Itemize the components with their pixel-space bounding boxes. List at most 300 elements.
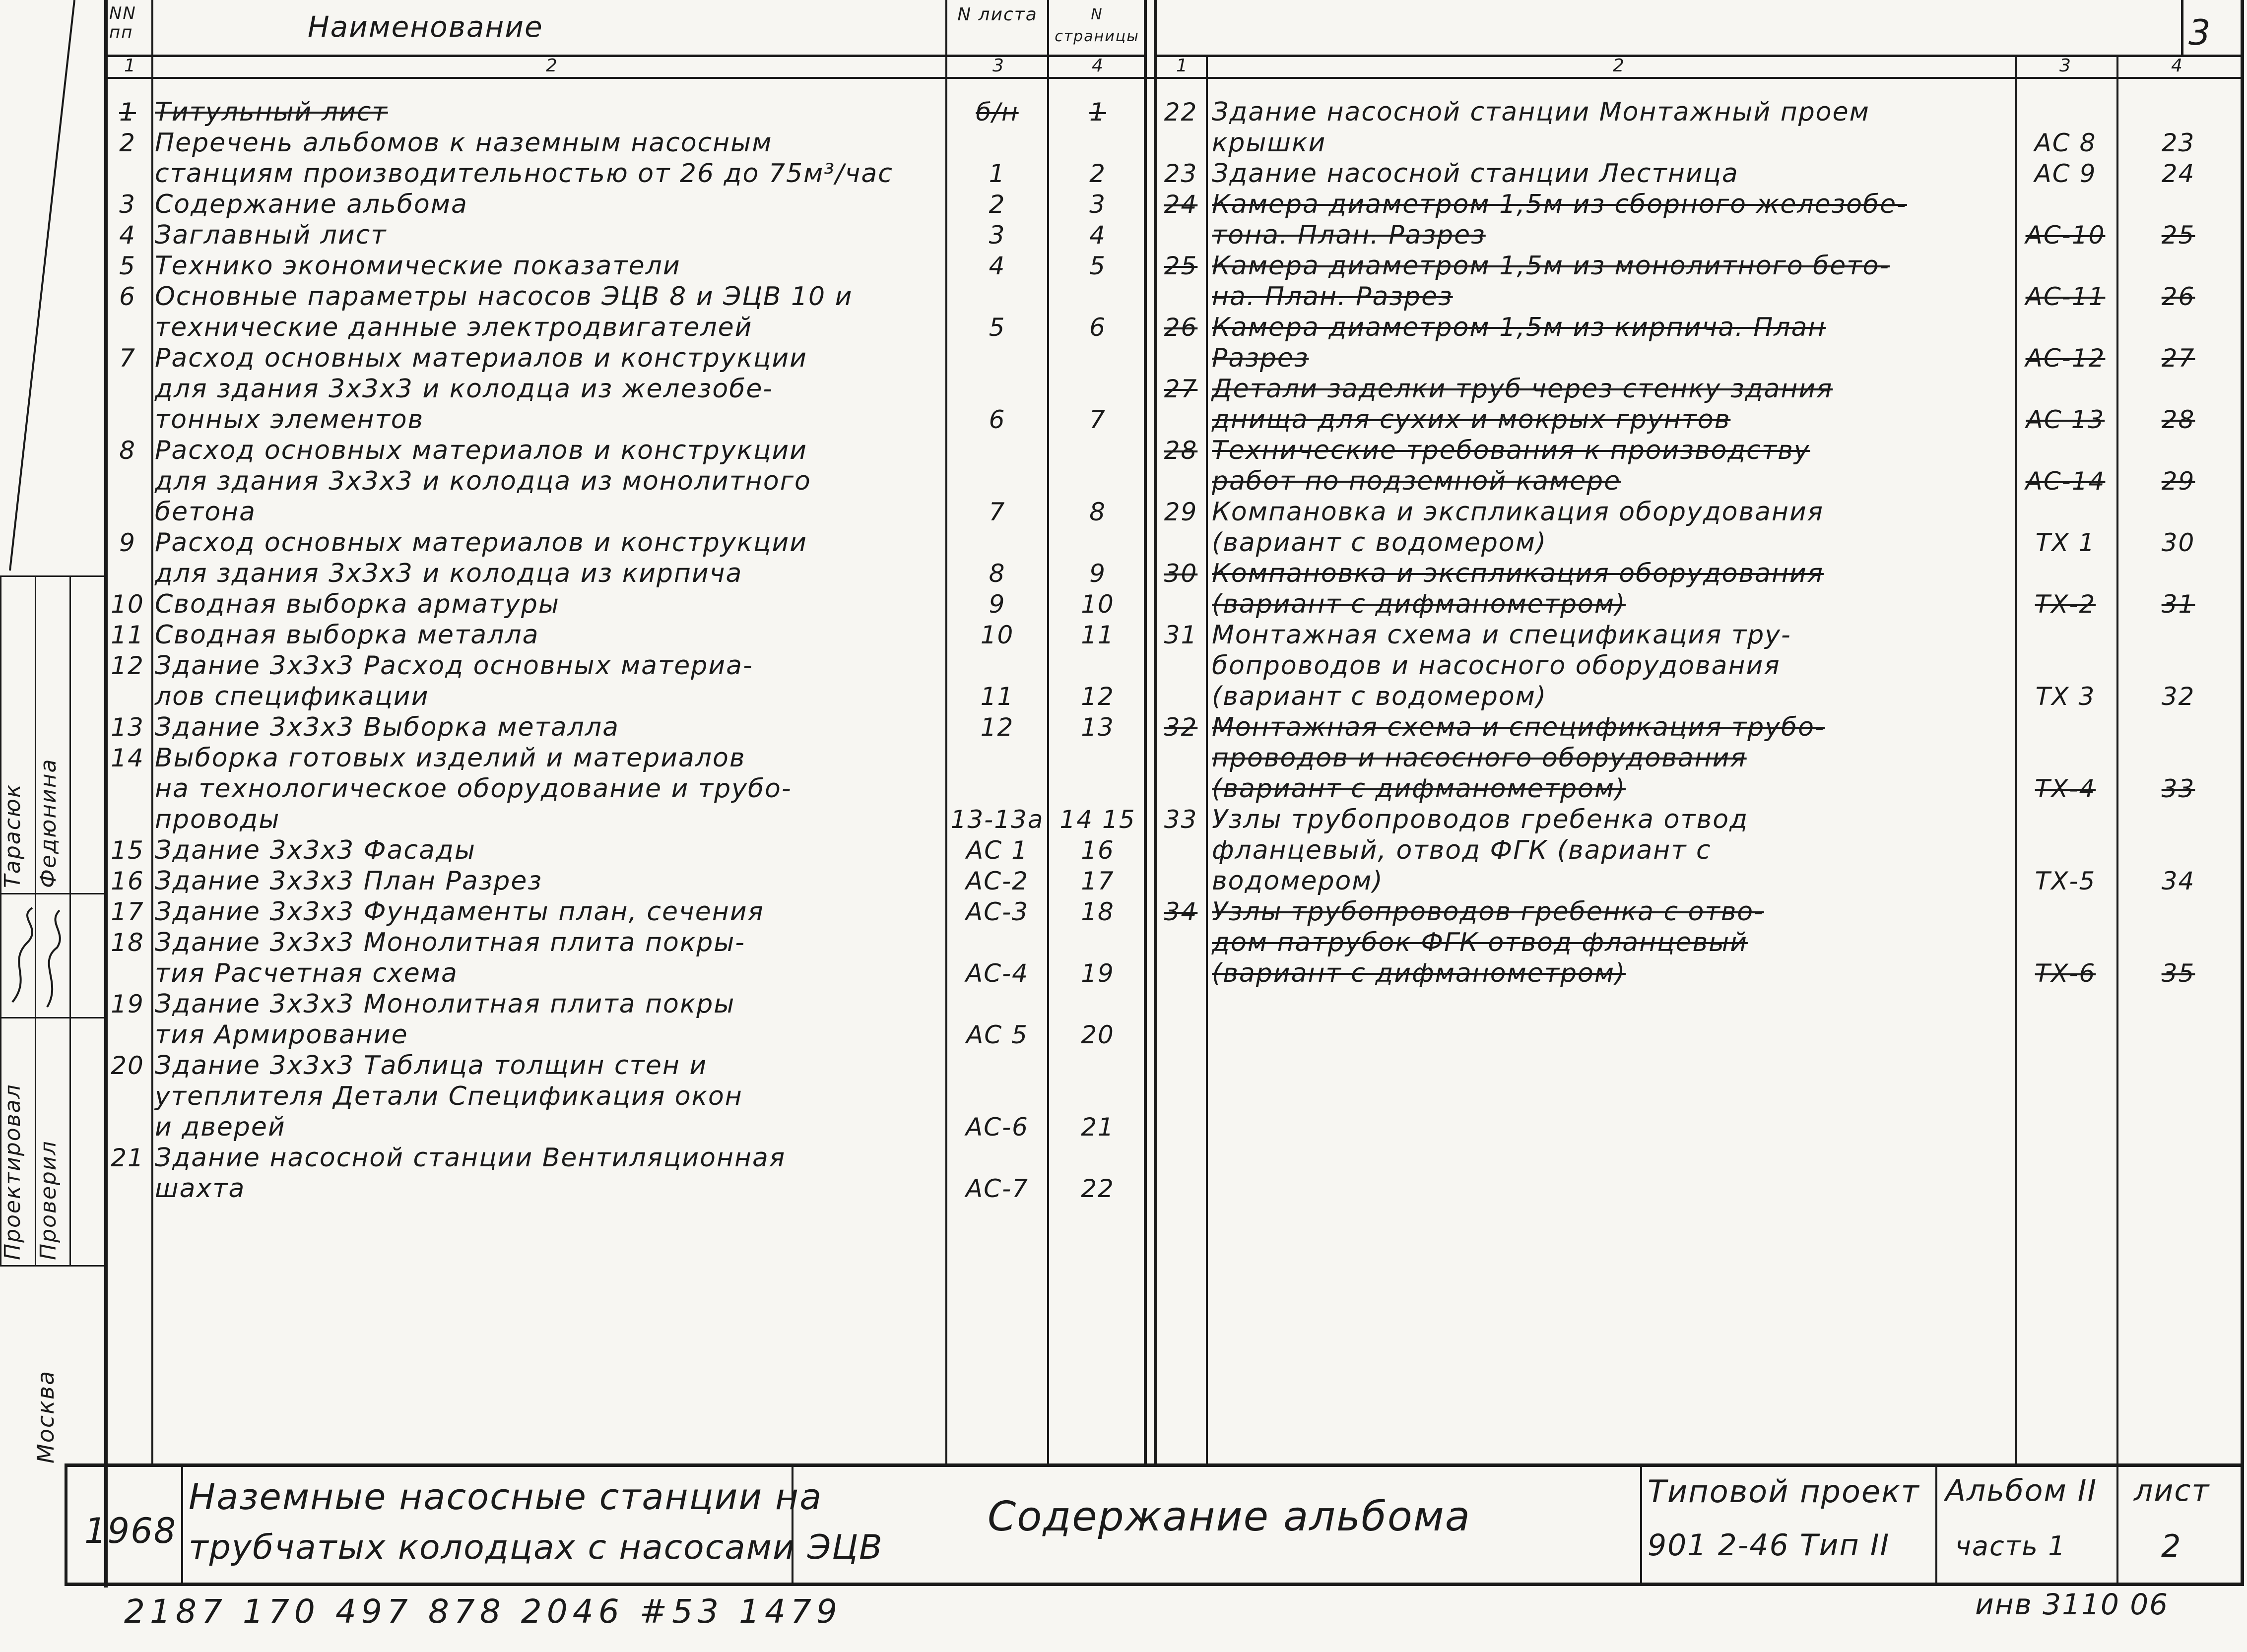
table-row [1157,681,2242,712]
table-row [105,1050,1145,1081]
row-page: 5 [1089,252,1106,280]
row-page [2117,896,2239,927]
table-row [105,97,1145,127]
row-sheet: АС-7 [966,1174,1029,1203]
table-row [105,404,1145,435]
row-title: на. План. Разрез [1212,282,1453,312]
row-number: 22 [1164,98,1198,127]
row-number: 13 [111,713,144,742]
row-sheet: АС-10 [2025,221,2106,250]
row-sheet [949,374,1046,404]
row-title: Здание 3х3х3 Выборка металла [155,712,619,742]
table-row [105,220,1145,251]
row-number [1157,404,1204,435]
row-page: 1 [1089,98,1106,127]
row-sheet: б/н [976,98,1019,127]
row-page: 33 [2161,774,2195,803]
table-row [1157,620,2242,650]
row-page [1051,435,1145,466]
row-number [105,312,150,343]
row-sheet [2016,896,2115,927]
row-sheet: 1 [989,159,1006,188]
row-page [2117,558,2239,589]
row-page: 16 [1081,836,1115,865]
row-number [105,558,150,589]
header-col-sheet: N листа [957,4,1038,25]
row-page [2117,374,2239,404]
row-number [1157,527,1204,558]
row-sheet: АС-3 [966,897,1029,926]
row-sheet [2016,97,2115,127]
row-page [1051,650,1145,681]
row-title: Здание 3х3х3 Монолитная плита покры [155,989,735,1019]
table-row [105,589,1145,620]
row-sheet: 12 [980,713,1014,742]
table-row [105,743,1145,773]
title-project-line1: Типовой проект [1648,1473,1920,1510]
row-sheet [2016,835,2115,866]
row-number [1157,220,1204,251]
title-year: 1968 [84,1511,177,1551]
row-sheet [2016,804,2115,835]
table-row [105,927,1145,958]
row-sheet: ТХ 1 [2035,528,2096,557]
row-page: 2 [1089,159,1106,188]
index-right-1: 1 [1176,56,1189,76]
row-page [2117,97,2239,127]
row-page [1051,281,1145,312]
row-sheet: АС 9 [2034,159,2097,188]
table-row [105,1019,1145,1050]
row-page: 27 [2161,344,2195,373]
row-title: для здания 3х3х3 и колодца из кирпича [155,559,743,588]
row-sheet: АС-14 [2025,467,2106,496]
row-number: 15 [111,836,144,865]
title-album: Альбом II [1945,1473,2098,1508]
row-number [105,958,150,989]
table-row [105,558,1145,589]
header-col-page: N страницы [1055,6,1139,45]
table-row [105,650,1145,681]
table-row [105,1143,1145,1173]
row-page: 7 [1089,405,1106,434]
signature-scribble [2,903,67,1017]
row-page: 4 [1089,221,1106,250]
table-row [1157,712,2242,743]
table-row [105,343,1145,374]
index-right-2: 2 [1613,56,1625,76]
row-sheet [949,927,1046,958]
table-row [1157,804,2242,835]
row-page [2117,650,2239,681]
row-page [2117,312,2239,343]
table-row [1157,589,2242,620]
row-sheet: 10 [980,621,1014,649]
row-number: 16 [111,867,144,895]
row-page [1051,374,1145,404]
row-page [2117,189,2239,220]
table-row [105,189,1145,220]
table-row [105,127,1145,158]
inventory-number: инв 3110 06 [1975,1588,2169,1621]
title-object-line2: трубчатых колодцах с насосами ЭЦВ [189,1528,883,1567]
row-title: тия Армирование [155,1020,408,1050]
row-title: Расход основных материалов и конструкции [155,528,807,558]
row-number [1157,589,1204,620]
table-row [105,681,1145,712]
table-row [1157,958,2242,989]
row-sheet: 2 [989,190,1006,219]
table-row [1157,896,2242,927]
row-page: 31 [2161,590,2195,619]
title-sheet-label: лист [2134,1473,2210,1508]
row-number [1157,958,1204,989]
row-title: Здание 3х3х3 Таблица толщин стен и [155,1051,708,1080]
table-row [1157,374,2242,404]
row-title: Камера диаметром 1,5м из сборного железобе- [1212,190,1907,219]
index-left-1: 1 [124,56,136,76]
row-number: 14 [111,744,144,772]
row-sheet [2016,312,2115,343]
row-number [105,804,150,835]
row-page: 32 [2161,682,2195,711]
row-page: 21 [1081,1113,1115,1142]
row-page [2117,835,2239,866]
row-sheet: 5 [989,313,1006,342]
row-sheet [2016,743,2115,773]
table-row [105,527,1145,558]
margin-stroke [0,0,99,575]
row-number: 30 [1164,559,1198,588]
table-row [1157,773,2242,804]
title-project-line2: 901 2-46 Тип II [1648,1528,1890,1563]
table-row [1157,281,2242,312]
row-title: тонных элементов [155,405,424,435]
row-page [1051,927,1145,958]
row-number: 8 [119,436,136,465]
row-page: 6 [1089,313,1106,342]
row-number: 11 [111,621,144,649]
row-page [1051,343,1145,374]
table-row [1157,497,2242,527]
row-page [1051,1050,1145,1081]
row-sheet: ТХ-5 [2035,867,2096,895]
row-title: фланцевый, отвод ФГК (вариант с [1212,835,1712,865]
row-sheet: 11 [980,682,1014,711]
row-number: 24 [1164,190,1198,219]
row-number [105,497,150,527]
table-row [1157,866,2242,896]
row-page: 24 [2161,159,2195,188]
row-page [2117,435,2239,466]
row-page: 17 [1081,867,1115,895]
row-sheet [949,466,1046,497]
row-page: 12 [1081,682,1115,711]
row-number [105,466,150,497]
row-sheet: 8 [989,559,1006,588]
row-number [105,1019,150,1050]
row-number: 2 [119,128,136,157]
row-sheet [949,527,1046,558]
row-sheet: АС-2 [966,867,1029,895]
row-page: 35 [2161,959,2195,988]
row-sheet: АС 8 [2034,128,2097,157]
row-page [1051,743,1145,773]
table-row [105,773,1145,804]
row-page: 3 [1089,190,1106,219]
row-sheet [2016,650,2115,681]
stamp-city: Москва [32,1370,59,1463]
row-sheet: 6 [989,405,1006,434]
table-row [105,158,1145,189]
table-row [105,712,1145,743]
index-right-3: 3 [2059,56,2072,76]
header-col-name: Наименование [308,10,543,44]
row-sheet [949,1050,1046,1081]
row-page: 19 [1081,959,1115,988]
row-title: тия Расчетная схема [155,958,458,988]
row-number: 28 [1164,436,1198,465]
row-sheet [949,1081,1046,1112]
table-row [1157,158,2242,189]
table-row [1157,312,2242,343]
table-row [105,1112,1145,1143]
row-sheet: АС-4 [966,959,1029,988]
row-number: 26 [1164,313,1198,342]
row-title: Технические требования к производству [1212,436,1810,465]
row-title: Здание насосной станции Лестница [1212,159,1739,189]
row-page: 10 [1081,590,1115,619]
row-page [1051,773,1145,804]
row-number [1157,343,1204,374]
row-page [2117,497,2239,527]
table-row [105,281,1145,312]
row-number [1157,773,1204,804]
table-row [105,466,1145,497]
row-page: 9 [1089,559,1106,588]
row-number: 32 [1164,713,1198,742]
row-page [2117,743,2239,773]
row-sheet [949,773,1046,804]
row-number [1157,281,1204,312]
title-part: часть 1 [1955,1530,2066,1562]
row-page [1051,527,1145,558]
row-number: 20 [111,1051,144,1080]
row-sheet [949,650,1046,681]
row-title: тона. План. Разрез [1212,220,1486,250]
row-number: 33 [1164,805,1198,834]
row-title: крышки [1212,128,1326,158]
table-row [105,312,1145,343]
row-number [1157,866,1204,896]
row-sheet: ТХ-2 [2035,590,2096,619]
table-row [105,497,1145,527]
index-left-3: 3 [992,56,1005,76]
row-title: проводы [155,805,280,834]
row-title: Узлы трубопроводов гребенка отвод [1212,805,1749,834]
row-title: Здание 3х3х3 Расход основных материа- [155,651,753,681]
row-title: Здание 3х3х3 Фасады [155,835,476,865]
table-row [1157,927,2242,958]
row-number [105,1173,150,1204]
row-sheet [2016,558,2115,589]
table-row [1157,466,2242,497]
row-sheet: ТХ 3 [2035,682,2096,711]
row-sheet: ТХ-6 [2035,959,2096,988]
row-sheet: 7 [989,498,1006,526]
row-title: (вариант с дифманометром) [1212,958,1626,988]
row-title: (вариант с дифманометром) [1212,589,1626,619]
table-row [105,251,1145,281]
stamp-name-tarasyuk: Тарасюк [0,783,25,888]
table-row [105,989,1145,1019]
row-number: 29 [1164,498,1198,526]
index-right-4: 4 [2171,56,2183,76]
table-row [1157,343,2242,374]
row-number [105,1112,150,1143]
table-row [1157,189,2242,220]
row-title: Расход основных материалов и конструкции [155,436,807,465]
contents-table-right [1157,97,2242,1015]
row-sheet: 13-13а [950,805,1044,834]
row-number: 17 [111,897,144,926]
row-title: Сводная выборка металла [155,620,539,650]
row-page: 22 [1081,1174,1115,1203]
row-title: утеплителя Детали Спецификация окон [155,1081,743,1111]
row-number [105,404,150,435]
row-sheet [2016,189,2115,220]
row-page [2117,620,2239,650]
row-number [1157,466,1204,497]
row-page [2117,712,2239,743]
row-page: 25 [2161,221,2195,250]
row-title: бетона [155,497,257,527]
row-title: для здания 3х3х3 и колодца из железобе- [155,374,774,404]
row-sheet [949,743,1046,773]
table-row [1157,558,2242,589]
row-title: работ по подземной камере [1212,466,1621,496]
row-page [2117,251,2239,281]
row-page: 34 [2161,867,2195,895]
stamp-name-fedyunina: Федюнина [36,758,61,888]
row-page: 8 [1089,498,1106,526]
row-number [1157,743,1204,773]
row-page: 23 [2161,128,2195,157]
row-title: бопроводов и насосного оборудования [1212,651,1781,681]
row-title: Детали заделки труб через стенку здания [1212,374,1833,404]
row-title: Здание 3х3х3 Фундаменты план, сечения [155,897,764,927]
row-number [105,374,150,404]
table-row [1157,527,2242,558]
row-title: технические данные электродвигателей [155,313,753,342]
table-row [105,866,1145,896]
row-sheet [2016,435,2115,466]
row-number [105,681,150,712]
row-number [1157,681,1204,712]
row-number [1157,835,1204,866]
row-page: 26 [2161,282,2195,311]
index-left-2: 2 [546,56,558,76]
header-col-number: NN пп [109,3,136,42]
row-title: Здание 3х3х3 Монолитная плита покры- [155,928,746,957]
row-number: 7 [119,344,136,373]
row-sheet: АС-12 [2025,344,2106,373]
row-title: (вариант с водомером) [1212,682,1547,711]
row-page [1051,989,1145,1019]
row-sheet [949,435,1046,466]
row-number: 9 [119,528,136,557]
stamp-designed-label: Проектировал [0,1083,25,1260]
row-title: Заглавный лист [155,220,387,250]
table-row [1157,743,2242,773]
table-row [105,835,1145,866]
row-number: 3 [119,190,136,219]
row-title: Технико экономические показатели [155,251,681,281]
row-page: 13 [1081,713,1115,742]
row-page [1051,1143,1145,1173]
row-page [1051,466,1145,497]
row-title: и дверей [155,1112,286,1142]
row-number: 6 [119,282,136,311]
row-title: дом патрубок ФГК отвод фланцевый [1212,928,1748,957]
contents-table-left [105,97,1145,1213]
row-number: 21 [111,1144,144,1172]
table-row [105,1081,1145,1112]
row-page [2117,927,2239,958]
row-title: Сводная выборка арматуры [155,589,560,619]
row-number [1157,650,1204,681]
title-main: Содержание альбома [988,1493,1471,1540]
row-title: Здание насосной станции Монтажный проем [1212,97,1870,127]
table-row [105,620,1145,650]
row-title: шахта [155,1174,246,1204]
row-title: Камера диаметром 1,5м из монолитного бето- [1212,251,1890,281]
row-sheet [2016,620,2115,650]
table-row [1157,127,2242,158]
row-sheet [2016,251,2115,281]
table-row [105,1173,1145,1204]
row-number: 34 [1164,897,1198,926]
table-row [1157,220,2242,251]
row-sheet [949,1143,1046,1173]
row-page: 30 [2161,528,2195,557]
row-number [1157,927,1204,958]
row-title: Здание насосной станции Вентиляционная [155,1143,786,1173]
row-sheet [2016,374,2115,404]
row-number: 4 [119,221,136,250]
row-title: водомером) [1212,866,1384,896]
row-title: (вариант с водомером) [1212,528,1547,558]
table-row [105,958,1145,989]
row-page: 18 [1081,897,1115,926]
row-title: Перечень альбомов к наземным насосным [155,128,773,158]
table-row [1157,435,2242,466]
row-number: 1 [119,98,136,127]
table-row [1157,97,2242,127]
row-number [105,773,150,804]
row-title: проводов и насосного оборудования [1212,743,1747,773]
table-row [105,804,1145,835]
row-title: станциям производительностью от 26 до 75м³/час [155,159,893,189]
row-title: Расход основных материалов и конструкции [155,343,807,373]
row-sheet [2016,497,2115,527]
row-title: Монтажная схема и спецификация трубо- [1212,712,1825,742]
title-sheet-number: 2 [2161,1528,2182,1564]
row-page [2117,804,2239,835]
row-sheet [949,989,1046,1019]
row-number: 18 [111,928,144,957]
row-number: 27 [1164,375,1198,403]
